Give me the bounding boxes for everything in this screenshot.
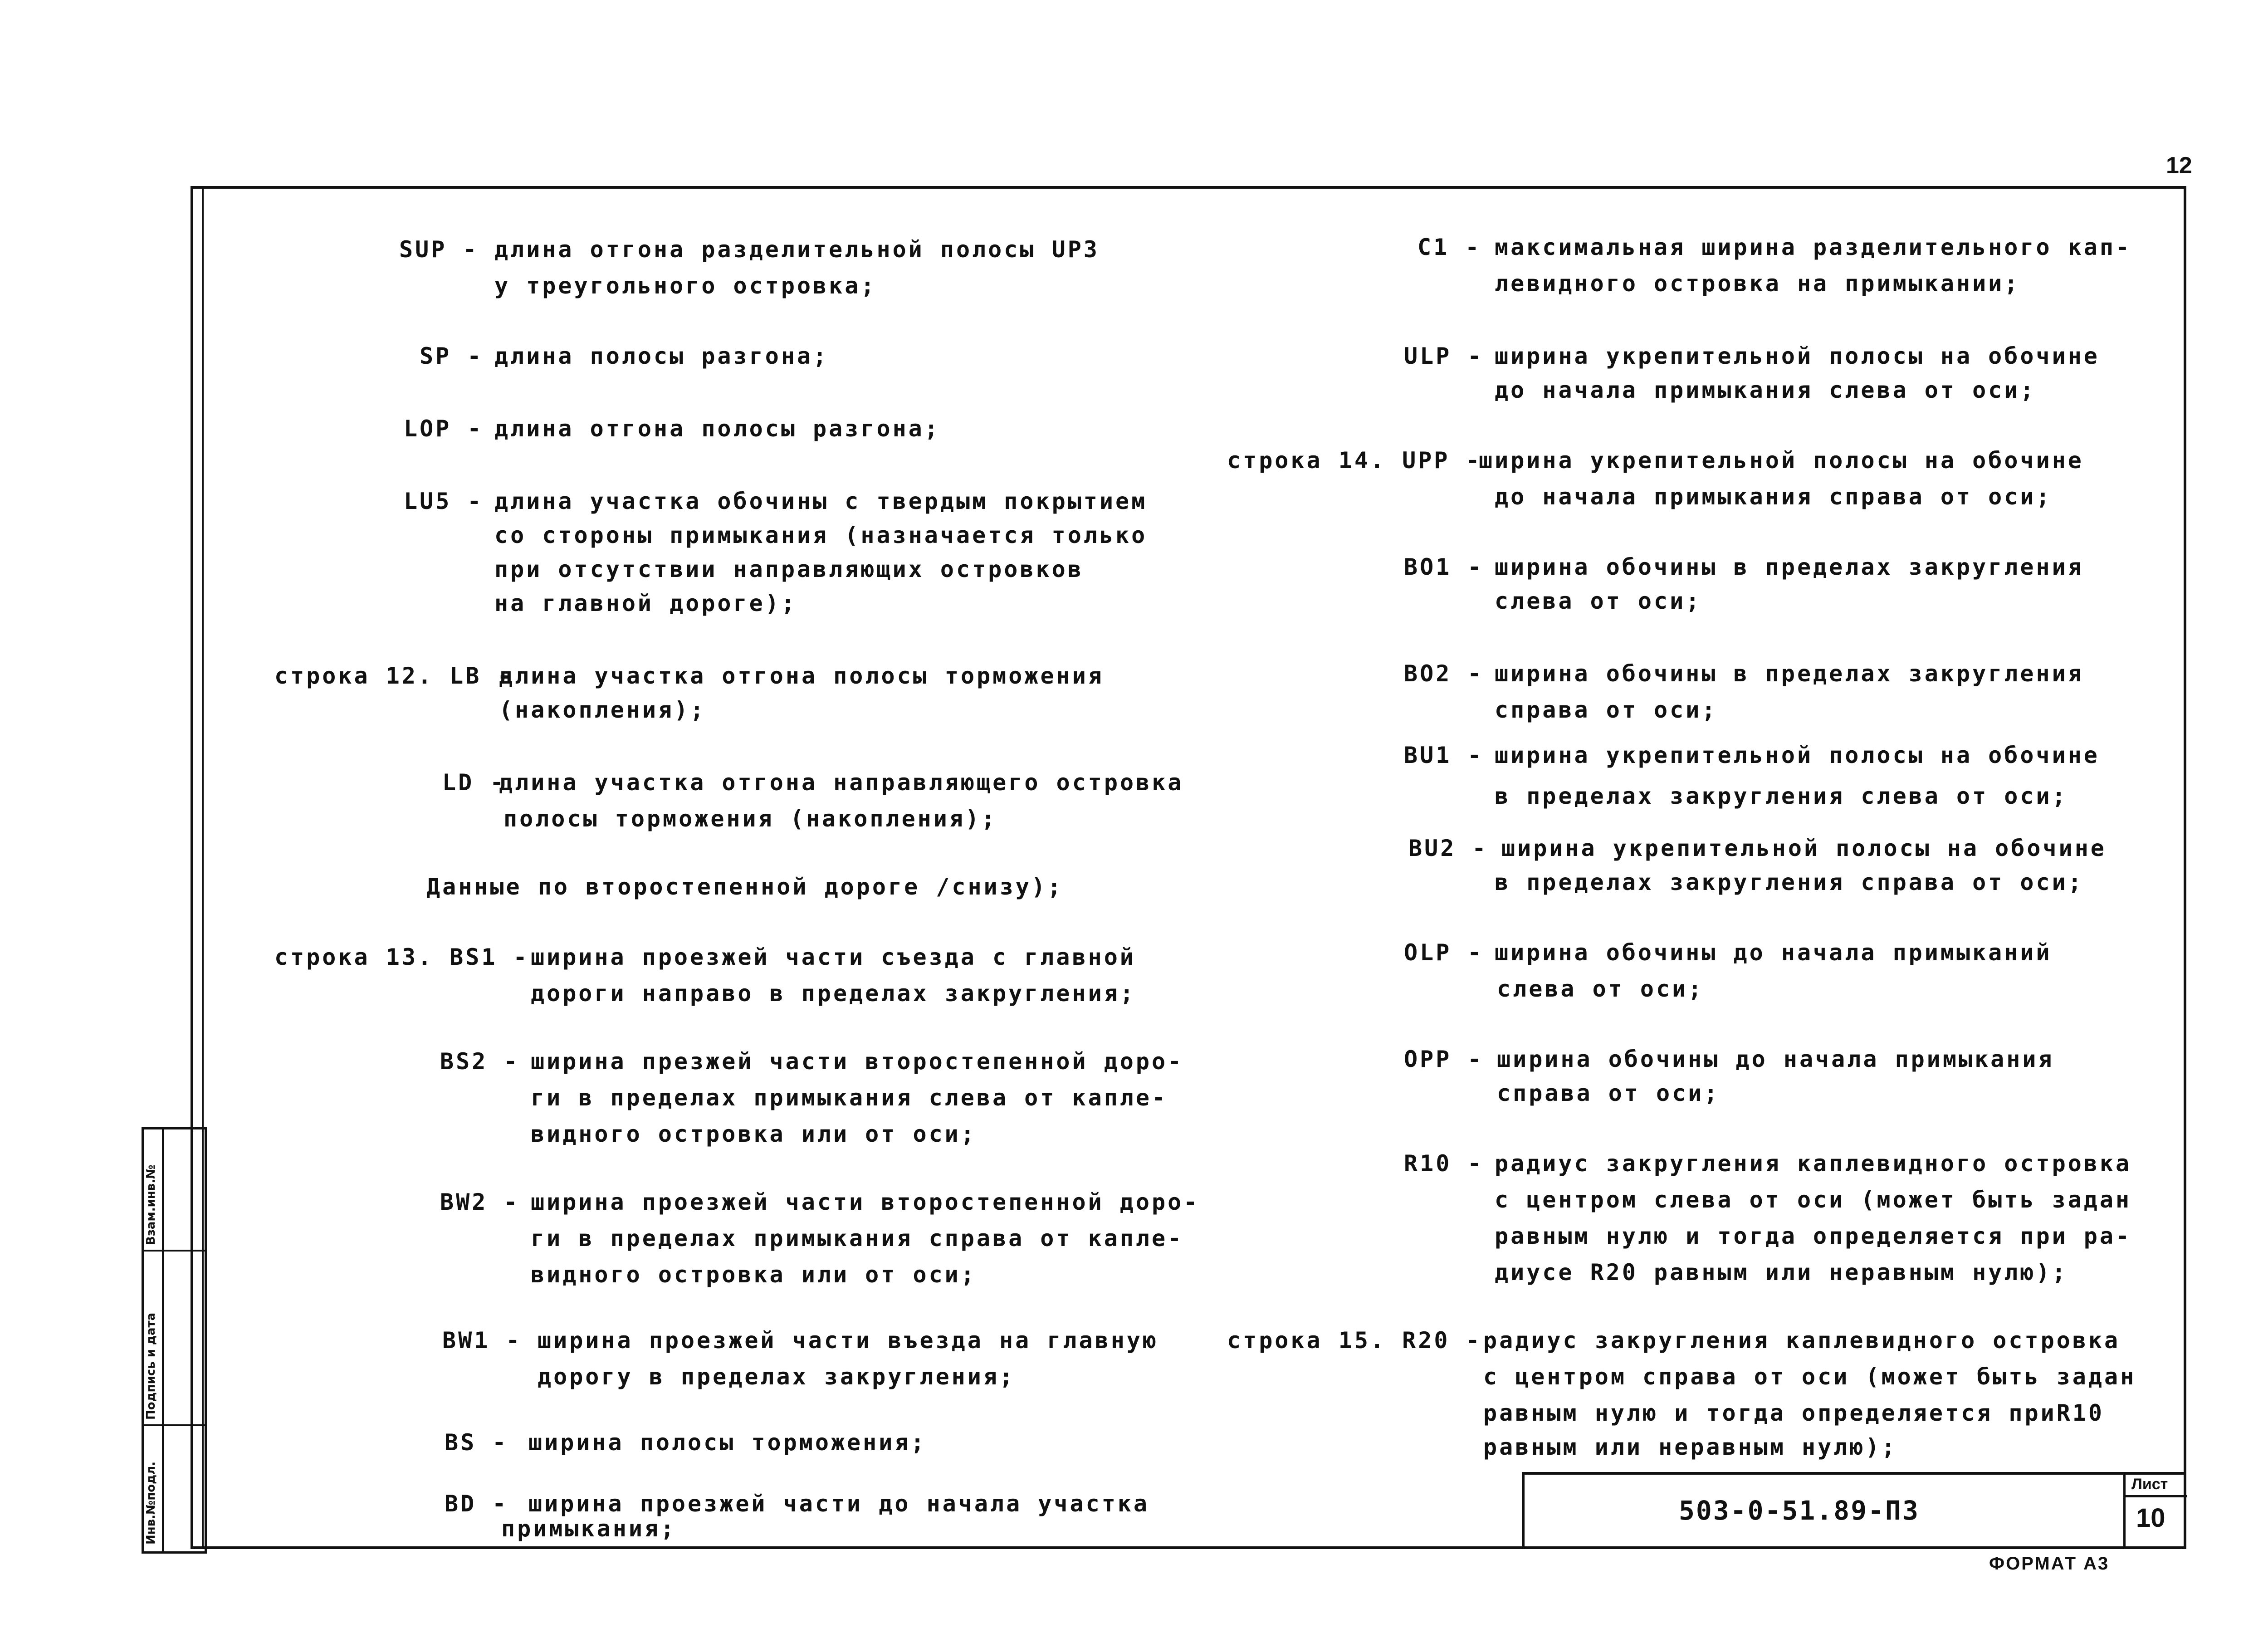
entry-line: максимальная ширина разделительного кап- xyxy=(1495,234,2132,260)
entry-line: ширина обочины в пределах закругления xyxy=(1495,554,2084,580)
entry-line: равным нулю и тогда определяется приR10 xyxy=(1483,1400,2104,1426)
entry-line: справа от оси; xyxy=(1495,697,1718,723)
entry-line: ширина полосы торможения; xyxy=(528,1429,927,1456)
entry-line: до начала примыкания справа от оси; xyxy=(1495,484,2052,510)
entry-code: BW2 - xyxy=(440,1189,520,1215)
entry-line: слева от оси; xyxy=(1495,588,1702,614)
entry-line: ширина обочины в пределах закругления xyxy=(1495,660,2084,687)
entry-line: ширина презжей части второстепенной доро- xyxy=(531,1048,1184,1075)
entry-line: равным нулю и тогда определяется при ра- xyxy=(1495,1223,2132,1249)
entry-line: с центром слева от оси (может быть задан xyxy=(1495,1187,2132,1213)
entry-line: (накопления); xyxy=(499,697,706,723)
entry-code: BD - xyxy=(445,1491,508,1517)
entry-line: Данные по второстепенной дороге /снизу); xyxy=(426,874,1064,900)
entry-line: в пределах закругления слева от оси; xyxy=(1495,783,2068,809)
entry-line: ширина проезжей части до начала участка xyxy=(528,1491,1149,1517)
entry-line: диусе R20 равным или неравным нулю); xyxy=(1495,1259,2068,1286)
entry-code: C1 - xyxy=(1418,234,1481,260)
entry-code: BS2 - xyxy=(440,1048,520,1075)
entry-line: длина участка отгона полосы торможения xyxy=(499,663,1104,689)
entry-line: радиус закругления каплевидного островка xyxy=(1495,1150,2132,1177)
entry-line: с центром справа от оси (может быть задан xyxy=(1483,1364,2136,1390)
entry-line: ширина укрепительной полосы на обочине xyxy=(1495,742,2100,768)
entry-line: ширина проезжей части съезда с главной xyxy=(531,944,1136,970)
entry-line: длина отгона разделительной полосы UP3 xyxy=(494,236,1100,263)
entry-code: SUP - xyxy=(399,236,479,263)
entry-line: ширина укрепительной полосы на обочине xyxy=(1495,343,2100,369)
sheet-label: Лист xyxy=(2131,1476,2168,1493)
entry-code: LOP - xyxy=(404,416,484,442)
entry-line: со стороны примыкания (назначается только xyxy=(494,522,1148,548)
title-block xyxy=(1522,1472,2186,1549)
entry-line: длина участка отгона направляющего островка xyxy=(499,769,1184,796)
page-number: 12 xyxy=(2166,152,2192,179)
entry-line: ги в пределах примыкания справа от капле- xyxy=(531,1225,1184,1252)
entry-code: LD - xyxy=(442,769,506,796)
entry-code: LU5 - xyxy=(404,488,484,514)
entry-line: в пределах закругления справа от оси; xyxy=(1495,869,2084,895)
entry-code: OPP - xyxy=(1404,1046,1484,1072)
entry-line: у треугольного островка; xyxy=(494,273,877,299)
entry-line: полосы торможения (накопления); xyxy=(503,806,997,832)
entry-code: BO2 - xyxy=(1404,660,1484,687)
entry-line: дороги направо в пределах закругления; xyxy=(531,980,1136,1007)
entry-line: ширина обочины до начала примыкания xyxy=(1497,1046,2054,1072)
side-label-signature: Подпись и дата xyxy=(144,1312,158,1420)
entry-code: OLP - xyxy=(1404,939,1484,966)
entry-line: длина отгона полосы разгона; xyxy=(494,416,940,442)
entry-code: R10 - xyxy=(1404,1150,1484,1177)
entry-line: длина полосы разгона; xyxy=(494,343,829,369)
entry-line: до начала примыкания слева от оси; xyxy=(1495,377,2036,403)
side-label-inventory: Инв.№подл. xyxy=(144,1461,158,1545)
entry-line: справа от оси; xyxy=(1497,1080,1720,1106)
entry-line: ширина проезжей части въезда на главную xyxy=(538,1327,1158,1354)
entry-code: BU1 - xyxy=(1404,742,1484,768)
entry-line: на главной дороге); xyxy=(494,590,797,616)
entry-line: видного островка или от оси; xyxy=(531,1121,977,1147)
entry-code: BU2 - xyxy=(1408,835,1488,861)
entry-line: ширина обочины до начала примыканий xyxy=(1495,939,2052,966)
entry-code: строка 14. UPP - xyxy=(1227,447,1482,474)
entry-code: BW1 - xyxy=(442,1327,522,1354)
entry-code: строка 12. LB - xyxy=(274,663,513,689)
sheet-number: 10 xyxy=(2136,1503,2165,1533)
entry-line: при отсутствии направляющих островков xyxy=(494,556,1084,582)
entry-line: слева от оси; xyxy=(1497,976,1704,1002)
entry-line: ширина проезжей части второстепенной доро- xyxy=(531,1189,1200,1215)
entry-code: SP - xyxy=(420,343,484,369)
entry-line: равным или неравным нулю); xyxy=(1483,1434,1897,1460)
doc-code: 503-0-51.89-ПЗ xyxy=(1679,1495,1920,1526)
entry-line: длина участка обочины с твердым покрытием xyxy=(494,488,1148,514)
entry-line: левидного островка на примыкании; xyxy=(1495,270,2020,297)
entry-line: видного островка или от оси; xyxy=(531,1261,977,1288)
entry-line: дорогу в пределах закругления; xyxy=(538,1364,1016,1390)
side-label-replacement: Взам.инв.№ xyxy=(144,1164,158,1245)
entry-code: ULP - xyxy=(1404,343,1484,369)
format-label: ФОРМАТ А3 xyxy=(1989,1554,2110,1574)
entry-code: BO1 - xyxy=(1404,554,1484,580)
entry-code: строка 13. BS1 - xyxy=(274,944,529,970)
entry-line: ширина укрепительной полосы на обочине xyxy=(1479,447,2084,474)
entry-code: строка 15. R20 - xyxy=(1227,1327,1482,1354)
entry-line: ширина укрепительной полосы на обочине xyxy=(1501,835,2107,861)
entry-code: BS - xyxy=(445,1429,508,1456)
entry-line: ги в пределах примыкания слева от капле- xyxy=(531,1085,1168,1111)
entry-line: примыкания; xyxy=(501,1516,677,1542)
entry-line: радиус закругления каплевидного островка xyxy=(1483,1327,2121,1354)
